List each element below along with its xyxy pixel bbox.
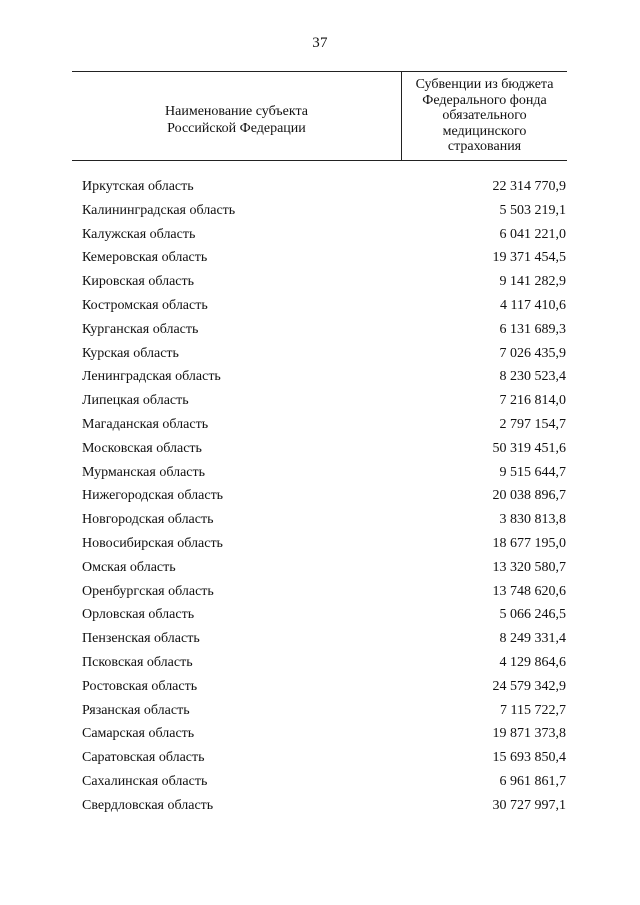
region-name: Саратовская область — [82, 750, 205, 766]
subvention-value: 19 371 454,5 — [492, 250, 566, 266]
table-row — [82, 367, 567, 391]
header-column-value — [402, 72, 567, 160]
region-name: Липецкая область — [82, 393, 189, 409]
table-row — [82, 391, 567, 415]
table-row — [82, 629, 567, 653]
table-row — [82, 344, 567, 368]
subvention-value: 4 129 864,6 — [499, 654, 566, 670]
table-row — [82, 272, 567, 296]
header-column-name-label: Наименование субъекта Российской Федерации — [165, 104, 308, 136]
region-name: Курганская область — [82, 321, 199, 337]
subvention-value: 6 961 861,7 — [499, 773, 566, 789]
subvention-value: 8 249 331,4 — [499, 631, 566, 647]
region-name: Кировская область — [82, 274, 195, 290]
table-row — [82, 225, 567, 249]
table-row — [82, 653, 567, 677]
region-name: Кемеровская область — [82, 250, 208, 266]
table-row — [82, 701, 567, 725]
subvention-value: 15 693 850,4 — [492, 750, 566, 766]
table-row — [82, 534, 567, 558]
subvention-value: 30 727 997,1 — [492, 797, 566, 813]
subvention-value: 8 230 523,4 — [499, 369, 566, 385]
subvention-value: 9 141 282,9 — [499, 274, 566, 290]
table-row — [82, 439, 567, 463]
region-name: Ленинградская область — [82, 369, 221, 385]
subvention-value: 20 038 896,7 — [492, 488, 566, 504]
table-row — [82, 772, 567, 796]
region-name: Иркутская область — [82, 179, 194, 194]
region-name: Новосибирская область — [82, 535, 223, 551]
table-row — [82, 248, 567, 272]
table-row — [82, 415, 567, 439]
subvention-value: 6 041 221,0 — [499, 226, 566, 242]
region-name: Самарская область — [82, 726, 195, 742]
region-name: Мурманская область — [82, 464, 206, 480]
page-number: 37 — [312, 35, 328, 51]
table-row — [82, 510, 567, 534]
table-body — [82, 177, 567, 820]
region-name: Калининградская область — [82, 202, 236, 218]
region-name: Ростовская область — [82, 678, 198, 694]
table-row — [82, 463, 567, 487]
region-name: Калужская область — [82, 226, 196, 242]
header-column-name — [72, 72, 402, 160]
table-header — [72, 71, 567, 161]
region-name: Пензенская область — [82, 631, 200, 647]
subvention-value: 13 748 620,6 — [492, 583, 566, 599]
subvention-value: 5 066 246,5 — [499, 607, 566, 623]
region-name: Орловская область — [82, 607, 195, 623]
region-name: Курская область — [82, 345, 179, 361]
subvention-value: 3 830 813,8 — [499, 512, 566, 528]
subvention-value: 50 319 451,6 — [492, 440, 566, 456]
table-row — [82, 748, 567, 772]
subvention-value: 6 131 689,3 — [499, 321, 566, 337]
region-name: Новгородская область — [82, 512, 214, 528]
region-name: Нижегородская область — [82, 488, 224, 504]
subvention-value: 7 115 722,7 — [500, 702, 566, 718]
table-row — [82, 320, 567, 344]
header-column-value-label: Субвенции из бюджета Федерального фонда обязательного медицинского страхования — [415, 77, 554, 155]
region-name: Рязанская область — [82, 702, 190, 718]
subvention-value: 5 503 219,1 — [499, 202, 566, 218]
subvention-value: 24 579 342,9 — [492, 678, 566, 694]
table-row — [82, 605, 567, 629]
table-row — [82, 558, 567, 582]
region-name: Сахалинская область — [82, 773, 208, 789]
table-row — [82, 582, 567, 606]
table-row — [82, 724, 567, 748]
region-name: Московская область — [82, 440, 202, 456]
subvention-value: 22 314 770,9 — [492, 179, 566, 194]
subvention-value: 2 797 154,7 — [499, 416, 566, 432]
region-name: Оренбургская область — [82, 583, 214, 599]
region-name: Свердловская область — [82, 797, 214, 813]
region-name: Костромская область — [82, 297, 208, 313]
table-row — [82, 677, 567, 701]
table-row — [82, 177, 567, 201]
subvention-value: 9 515 644,7 — [499, 464, 566, 480]
table-row — [82, 486, 567, 510]
subvention-value: 7 026 435,9 — [499, 345, 566, 361]
table-row — [82, 796, 567, 820]
subvention-value: 18 677 195,0 — [492, 535, 566, 551]
table-row — [82, 296, 567, 320]
region-name: Омская область — [82, 559, 176, 575]
table-row — [82, 201, 567, 225]
subvention-value: 7 216 814,0 — [499, 393, 566, 409]
region-name: Магаданская область — [82, 416, 209, 432]
region-name: Псковская область — [82, 654, 193, 670]
subvention-value: 13 320 580,7 — [492, 559, 566, 575]
subvention-value: 4 117 410,6 — [500, 297, 566, 313]
subvention-value: 19 871 373,8 — [492, 726, 566, 742]
